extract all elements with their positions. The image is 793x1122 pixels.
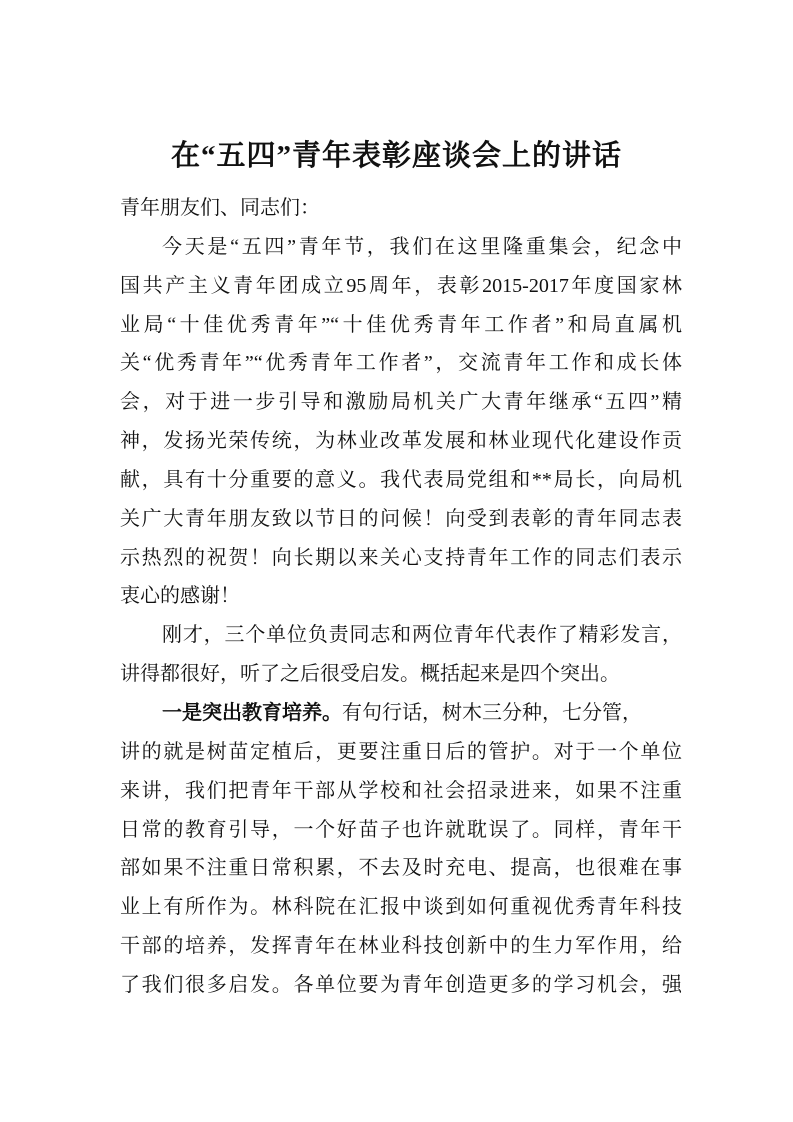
paragraph-line: 国共产主义青年团成立95周年，表彰2015-2017年度国家林 <box>120 274 682 297</box>
paragraph-line: 来讲，我们把青年干部从学校和社会招录进来，如果不注重 <box>120 779 682 802</box>
paragraph-line: 部如果不注重日常积累，不去及时充电、提高，也很难在事 <box>120 857 682 880</box>
paragraph-line: 神，发扬光荣传统，为林业改革发展和林业现代化建设作贡 <box>120 430 682 453</box>
paragraph-line: 今天是“五四”青年节，我们在这里隆重集会，纪念中 <box>162 235 682 258</box>
paragraph-line: 业上有所作为。林科院在汇报中谈到如何重视优秀青年科技 <box>120 896 682 919</box>
section-heading: 一是突出教育培养。 <box>162 701 342 724</box>
paragraph-text: 有句行话，树木三分种，七分管， <box>342 701 642 724</box>
paragraph-line: 关“优秀青年”“优秀青年工作者”，交流青年工作和成长体 <box>120 352 682 375</box>
paragraph-line <box>120 694 682 733</box>
paragraph-line: 衷心的感谢！ <box>120 585 240 608</box>
paragraph-line: 业局“十佳优秀青年”“十佳优秀青年工作者”和局直属机 <box>120 313 682 336</box>
paragraph-line: 讲的就是树苗定植后，更要注重日后的管护。对于一个单位 <box>120 740 682 763</box>
page-title: 在“五四”青年表彰座谈会上的讲话 <box>170 140 622 172</box>
paragraph-line: 示热烈的祝贺！向长期以来关心支持青年工作的同志们表示 <box>120 546 682 569</box>
paragraph-line: 会，对于进一步引导和激励局机关广大青年继承“五四”精 <box>120 391 682 414</box>
paragraph-line: 关广大青年朋友致以节日的问候！向受到表彰的青年同志表 <box>120 507 682 530</box>
salutation: 青年朋友们、同志们： <box>120 197 320 219</box>
paragraph-line: 干部的培养，发挥青年在林业科技创新中的生力军作用，给 <box>120 935 682 958</box>
paragraph-line: 刚才，三个单位负责同志和两位青年代表作了精彩发言， <box>162 624 682 647</box>
document-body <box>120 189 682 1005</box>
paragraph-line: 日常的教育引导，一个好苗子也许就耽误了。同样，青年干 <box>120 818 682 841</box>
paragraph-line: 献，具有十分重要的意义。我代表局党组和**局长，向局机 <box>120 468 682 491</box>
paragraph-line: 讲得都很好，听了之后很受启发。概括起来是四个突出。 <box>120 663 620 686</box>
paragraph-line: 了我们很多启发。各单位要为青年创造更多的学习机会，强 <box>120 973 682 996</box>
